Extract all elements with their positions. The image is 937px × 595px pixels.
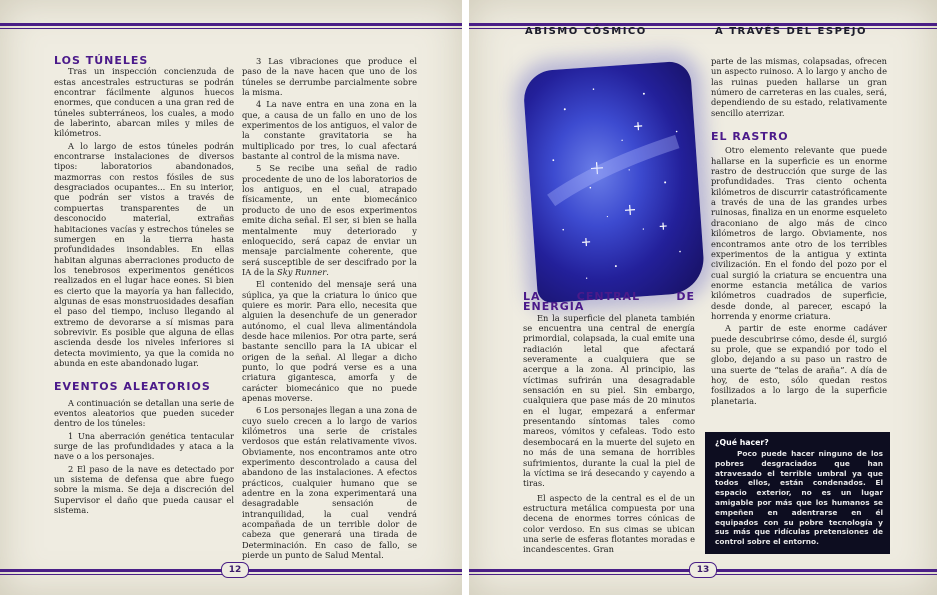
section-heading-rastro: EL RASTRO — [711, 130, 789, 144]
central-paragraph-2: El aspecto de la central es el de un estructura metálica compuesta por una decena de enormes torres cónicas de color verdoso. En sus cimas se ubican una serie de esferas flotantes moradas e incandescentes. Gran — [523, 492, 695, 555]
right-column-1 — [523, 292, 695, 555]
header-title-right: A TRAVÉS DEL ESPEJO — [715, 26, 867, 37]
nebula-illustration — [522, 60, 706, 303]
rastro-paragraph-2: A partir de este enorme cadáver puede descubrirse cómo, desde él, surgió su prole, que se expandió por todo el globo, dejando a su paso un rastro de una suerte de “telas de araña”. A día de hoy, de esto, sólo quedan restos fosilizados a lo largo de la superficie planetaria. — [711, 323, 887, 406]
header-rule-left — [0, 23, 462, 26]
rastro-paragraph-1: Otro elemento relevante que puede hallarse en la superficie es un enorme rastro de destrucción que surge de las profundidades. Tras ciento ochenta kilómetros de discurrir catastróficamente a través de una de las grandes urbes ruinosas, finaliza en un enorme esqueleto draconiano de algo más de cinco kilómetros de largo. Obviamente, nos encontramos ante otro de los terribles experimentos de la antigua y extinta civilización. En el fondo del pozo por el cual surgió la criatura se encuentra una enorme estancia metálica de varios kilómetros cuadrados de superficie, desde donde, al parecer, escapó la horrenda y enorme criatura. — [711, 145, 887, 321]
page-number-right: 13 — [689, 562, 717, 578]
sidebar-body: Poco puede hacer ninguno de los pobres desgraciados que han atravesado el terrible umbral ya que todos ellos, están condenados. El espacio exterior, no es un lugar amigable por más que los humanos se empeñen en adentrarse en él equipados con su pobre tecnología y sus más que ridículas pretensiones de control sobre el entorno. — [715, 449, 883, 547]
left-column-1 — [54, 56, 234, 515]
evento-4: 4 La nave entra en una zona en la que, a causa de un fallo en uno de los experimentos de los antiguos, el valor de la constante gravitatoria se ha multiplicado por tres, lo cual afectará bastante al control de la misma nave. — [242, 99, 417, 162]
page-number-left: 12 — [221, 562, 249, 578]
ship-name: Sky Runner — [277, 266, 327, 277]
evento-2: 2 El paso de la nave es detectado por un sistema de defensa que abre fuego sobre la misma. Se deja a discreción del Supervisor el daño que pueda causar el sistema. — [54, 463, 234, 516]
evento-3: 3 Las vibraciones que produce el paso de la nave hacen que uno de los túneles se derrumbe parcialmente sobre la misma. — [242, 56, 417, 98]
central-paragraph-1: En la superficie del planeta también se encuentra una central de energía primordial, colapsada, la cual emite una radiación letal que afectará severamente a cualquiera que se acerque a la zona. Al principio, las víctimas sufrirán una desagradable sensación en su piel. Sin embargo, cualquiera que pase más de 20 minutos en el lugar, empezará a enfermar presentando síntomas tales como mareos, vómitos y cefaleas. Todo esto desembocará en la muerte del sujeto en no más de una semana de horribles sufrimientos, durante la cual la piel de la víctima se irá desecando y cayendo a tiras. — [523, 312, 695, 489]
evento-5a-end: . — [326, 266, 329, 277]
evento-5b: El contenido del mensaje será una súplica, ya que la criatura lo único que quiere es morir. Para ello, necesita que alguien la desenchufe de un generador autónomo, el cual lleva alimentándola desde hace milenios. Por otra parte, será bastante sencillo para la IA ubicar el origen de la señal. Al llegar a dicho punto, lo que podrá verse es a una criatura gigantesca, amorfa y de carácter biomecánico que no puede apenas moverse. — [242, 279, 417, 403]
tuneles-paragraph-2: A lo largo de estos túneles podrán encontrarse instalaciones de diversos tipos: laboratorios abandonados, mazmorras con restos fósiles de sus desgraciados ocupantes... En su interior, que podrán ser vistos a través de compuertas transparentes de un desconocido material, extrañas habitaciones vacías y estrechos túneles se sumergen en la tierra hasta profundidades insondables. En ellas habitan algunas aberraciones producto de los tenebrosos experimentos genéticos realizados en el lugar hace eones. Si bien es cierto que la mayoría ya han fallecido, algunas de esas monstruosidades desafían el paso del tiempo, incluso llegando al extremo de devorarse a sí mismas para sobrevivir. Es posible que alguna de ellas ascienda desde los niveles inferiores si detecta movimiento, ya que la comida no abunda en este abandonado lugar. — [54, 140, 234, 368]
right-column-2 — [711, 56, 887, 406]
section-heading-tuneles: LOS TÚNELES — [54, 54, 149, 67]
sidebar-box — [705, 432, 890, 554]
header-rule-left-thin — [0, 28, 462, 29]
gutter — [462, 0, 469, 595]
tuneles-paragraph-1: Tras un inspección concienzuda de estas ancestrales estructuras se podrán encontrar fácilmente algunos huecos enormes, que conducen a una gran red de túneles subterráneos, los cuales, a modo de laberinto, abarcan miles y miles de kilómetros. — [54, 66, 234, 139]
central-paragraph-2-continued: parte de las mismas, colapsadas, ofrecen un aspecto ruinoso. A lo largo y ancho de las ruinas pueden hallarse un gran número de carreteras en las cuales, será, dependiendo de su estado, relativamente sencillo aterrizar. — [711, 56, 887, 118]
evento-1: 1 Una aberración genética tentacular surge de las profundidades y ataca a la nave o a los personajes. — [54, 430, 234, 462]
sidebar-title: ¿Qué hacer? — [715, 438, 769, 447]
header-title-left: ABISMO CÓSMICO — [525, 26, 647, 37]
nebula-stars — [522, 60, 706, 303]
section-heading-eventos: EVENTOS ALEATORIOS — [54, 380, 211, 394]
left-page — [0, 0, 462, 595]
section-heading-central: LA CENTRAL DE ENERGÍA — [523, 290, 695, 314]
evento-5a — [242, 163, 417, 277]
evento-6: 6 Los personajes llegan a una zona de cuyo suelo crecen a lo largo de varios kilómetros una serie de cristales verdosos que están relativamente vivos. Obviamente, nos encontramos ante otro experimento descontrolado a causa del abandono de las instalaciones. A efectos prácticos, cualquier humano que se adentre en la zona experimentará una desagradable sensación de intranquilidad, la cual vendrá acompañada de un terrible dolor de cabeza que generará una tirada de Determinación. En caso de fallo, se pierde un punto de Salud Mental. — [242, 405, 417, 561]
eventos-intro: A continuación se detallan una serie de eventos aleatorios que pueden suceder dentro de los túneles: — [54, 397, 234, 429]
evento-5a-text: 5 Se recibe una señal de radio procedente de uno de los laboratorios de los antiguos, en el cual, atrapado físicamente, un ente biomecánico producto de uno de esos experimentos emite dicha señal. El ser, si bien se halla mentalmente muy deteriorado y enloquecido, será capaz de enviar un mensaje parcialmente coherente, que será susceptible de ser descifrado por la IA de la — [242, 163, 417, 277]
left-column-2 — [242, 56, 417, 561]
